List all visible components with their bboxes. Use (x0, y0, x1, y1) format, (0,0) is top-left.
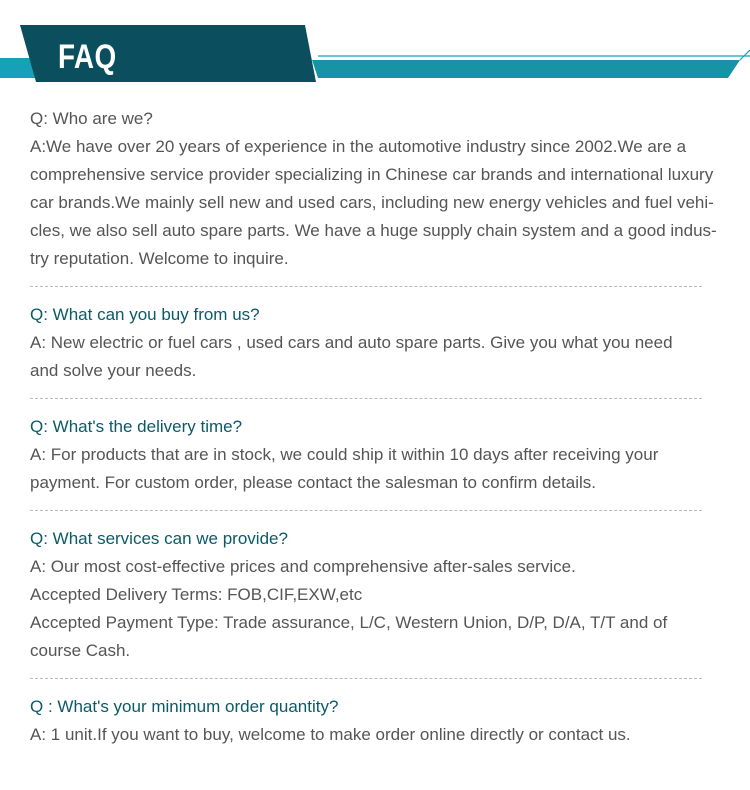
faq-answer-line: cles, we also sell auto spare parts. We have a huge supply chain system and a good indus- (30, 221, 717, 240)
faq-answer-line: A:We have over 20 years of experience in the automotive industry since 2002.We are a (30, 137, 687, 156)
faq-question: Q: What can you buy from us? (30, 305, 260, 324)
faq-question: Q : What's your minimum order quantity? (30, 697, 339, 716)
faq-answer-line: A: For products that are in stock, we could ship it within 10 days after receiving your (30, 445, 659, 464)
faq-item (30, 413, 720, 497)
faq-question: Q: Who are we? (30, 109, 153, 128)
dashed-divider (30, 385, 720, 413)
page-title: FAQ (58, 38, 117, 76)
dashed-divider (30, 273, 720, 301)
faq-question: Q: What's the delivery time? (30, 417, 243, 436)
faq-answer-line: Accepted Payment Type: Trade assurance, L/C, Western Union, D/P, D/A, T/T and of (30, 613, 668, 632)
faq-answer-line: A: New electric or fuel cars , used cars and auto spare parts. Give you what you need (30, 333, 673, 352)
faq-item (30, 693, 720, 749)
faq-answer-line: Accepted Delivery Terms: FOB,CIF,EXW,etc (30, 585, 363, 604)
dashed-divider (30, 665, 720, 693)
faq-answer-line: A: Our most cost-effective prices and comprehensive after-sales service. (30, 557, 576, 576)
faq-answer-line: try reputation. Welcome to inquire. (30, 249, 289, 268)
faq-item (30, 301, 720, 385)
faq-list (30, 105, 720, 749)
faq-question: Q: What services can we provide? (30, 529, 288, 548)
faq-answer-line: payment. For custom order, please contact the salesman to confirm details. (30, 473, 596, 492)
banner-edge-diagonal (740, 50, 750, 60)
faq-answer-line: A: 1 unit.If you want to buy, welcome to make order online directly or contact us. (30, 725, 631, 744)
faq-answer-line: course Cash. (30, 641, 131, 660)
faq-answer-line: comprehensive service provider specializing in Chinese car brands and international luxury (30, 165, 714, 184)
faq-item (30, 105, 720, 273)
faq-item (30, 525, 720, 665)
faq-banner (0, 0, 750, 100)
dashed-divider (30, 497, 720, 525)
faq-answer-line: car brands.We mainly sell new and used cars, including new energy vehicles and fuel vehi- (30, 193, 714, 212)
banner-teal-right (312, 60, 740, 78)
faq-answer-line: and solve your needs. (30, 361, 197, 380)
